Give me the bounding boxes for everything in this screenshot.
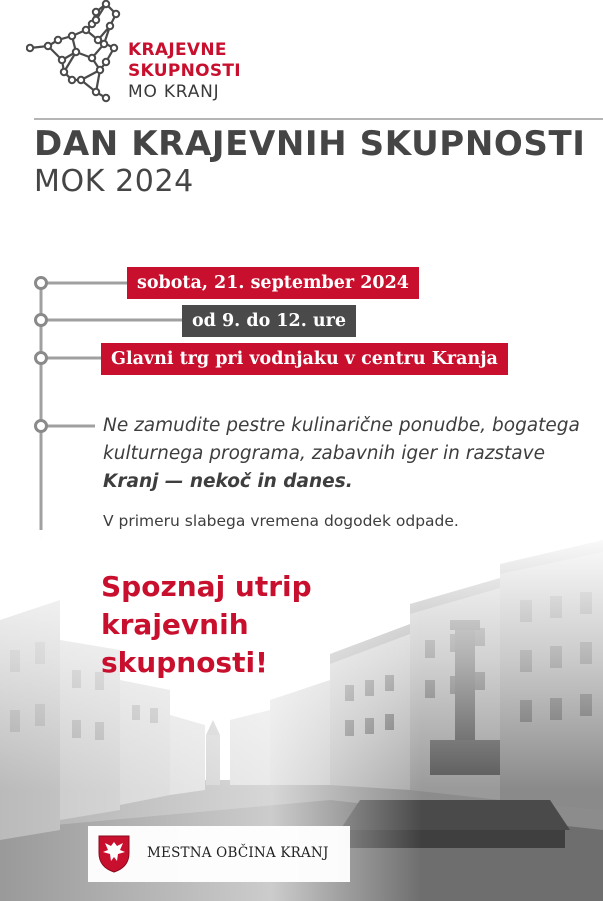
eagle-crest-icon — [96, 833, 132, 873]
event-location: Glavni trg pri vodnjaku v centru Kranja — [101, 343, 508, 375]
logo-line-2: SKUPNOSTI — [128, 61, 241, 81]
page-title: DAN KRAJEVNIH SKUPNOSTI — [34, 124, 586, 164]
network-map-icon — [26, 0, 126, 105]
event-date: sobota, 21. september 2024 — [127, 267, 419, 299]
header-divider — [34, 118, 603, 120]
weather-note: V primeru slabega vremena dogodek odpade. — [103, 512, 459, 530]
intro-text-main: Ne zamudite pestre kulinarične ponudbe, bogatega kulturnega programa, zabavnih iger in razstave — [103, 415, 580, 464]
slogan: Spoznaj utrip krajevnih skupnosti! — [101, 570, 312, 679]
intro-text — [103, 412, 583, 496]
exhibition-title: Kranj — nekoč in danes. — [103, 471, 353, 492]
event-time: od 9. do 12. ure — [182, 305, 356, 337]
page-subtitle: MOK 2024 — [34, 164, 194, 199]
logo-line-1: KRAJEVNE — [128, 40, 227, 60]
logo-wordmark — [128, 40, 241, 103]
logo-line-3: MO KRANJ — [128, 82, 220, 102]
organization-name: MESTNA OBČINA KRANJ — [147, 845, 329, 861]
